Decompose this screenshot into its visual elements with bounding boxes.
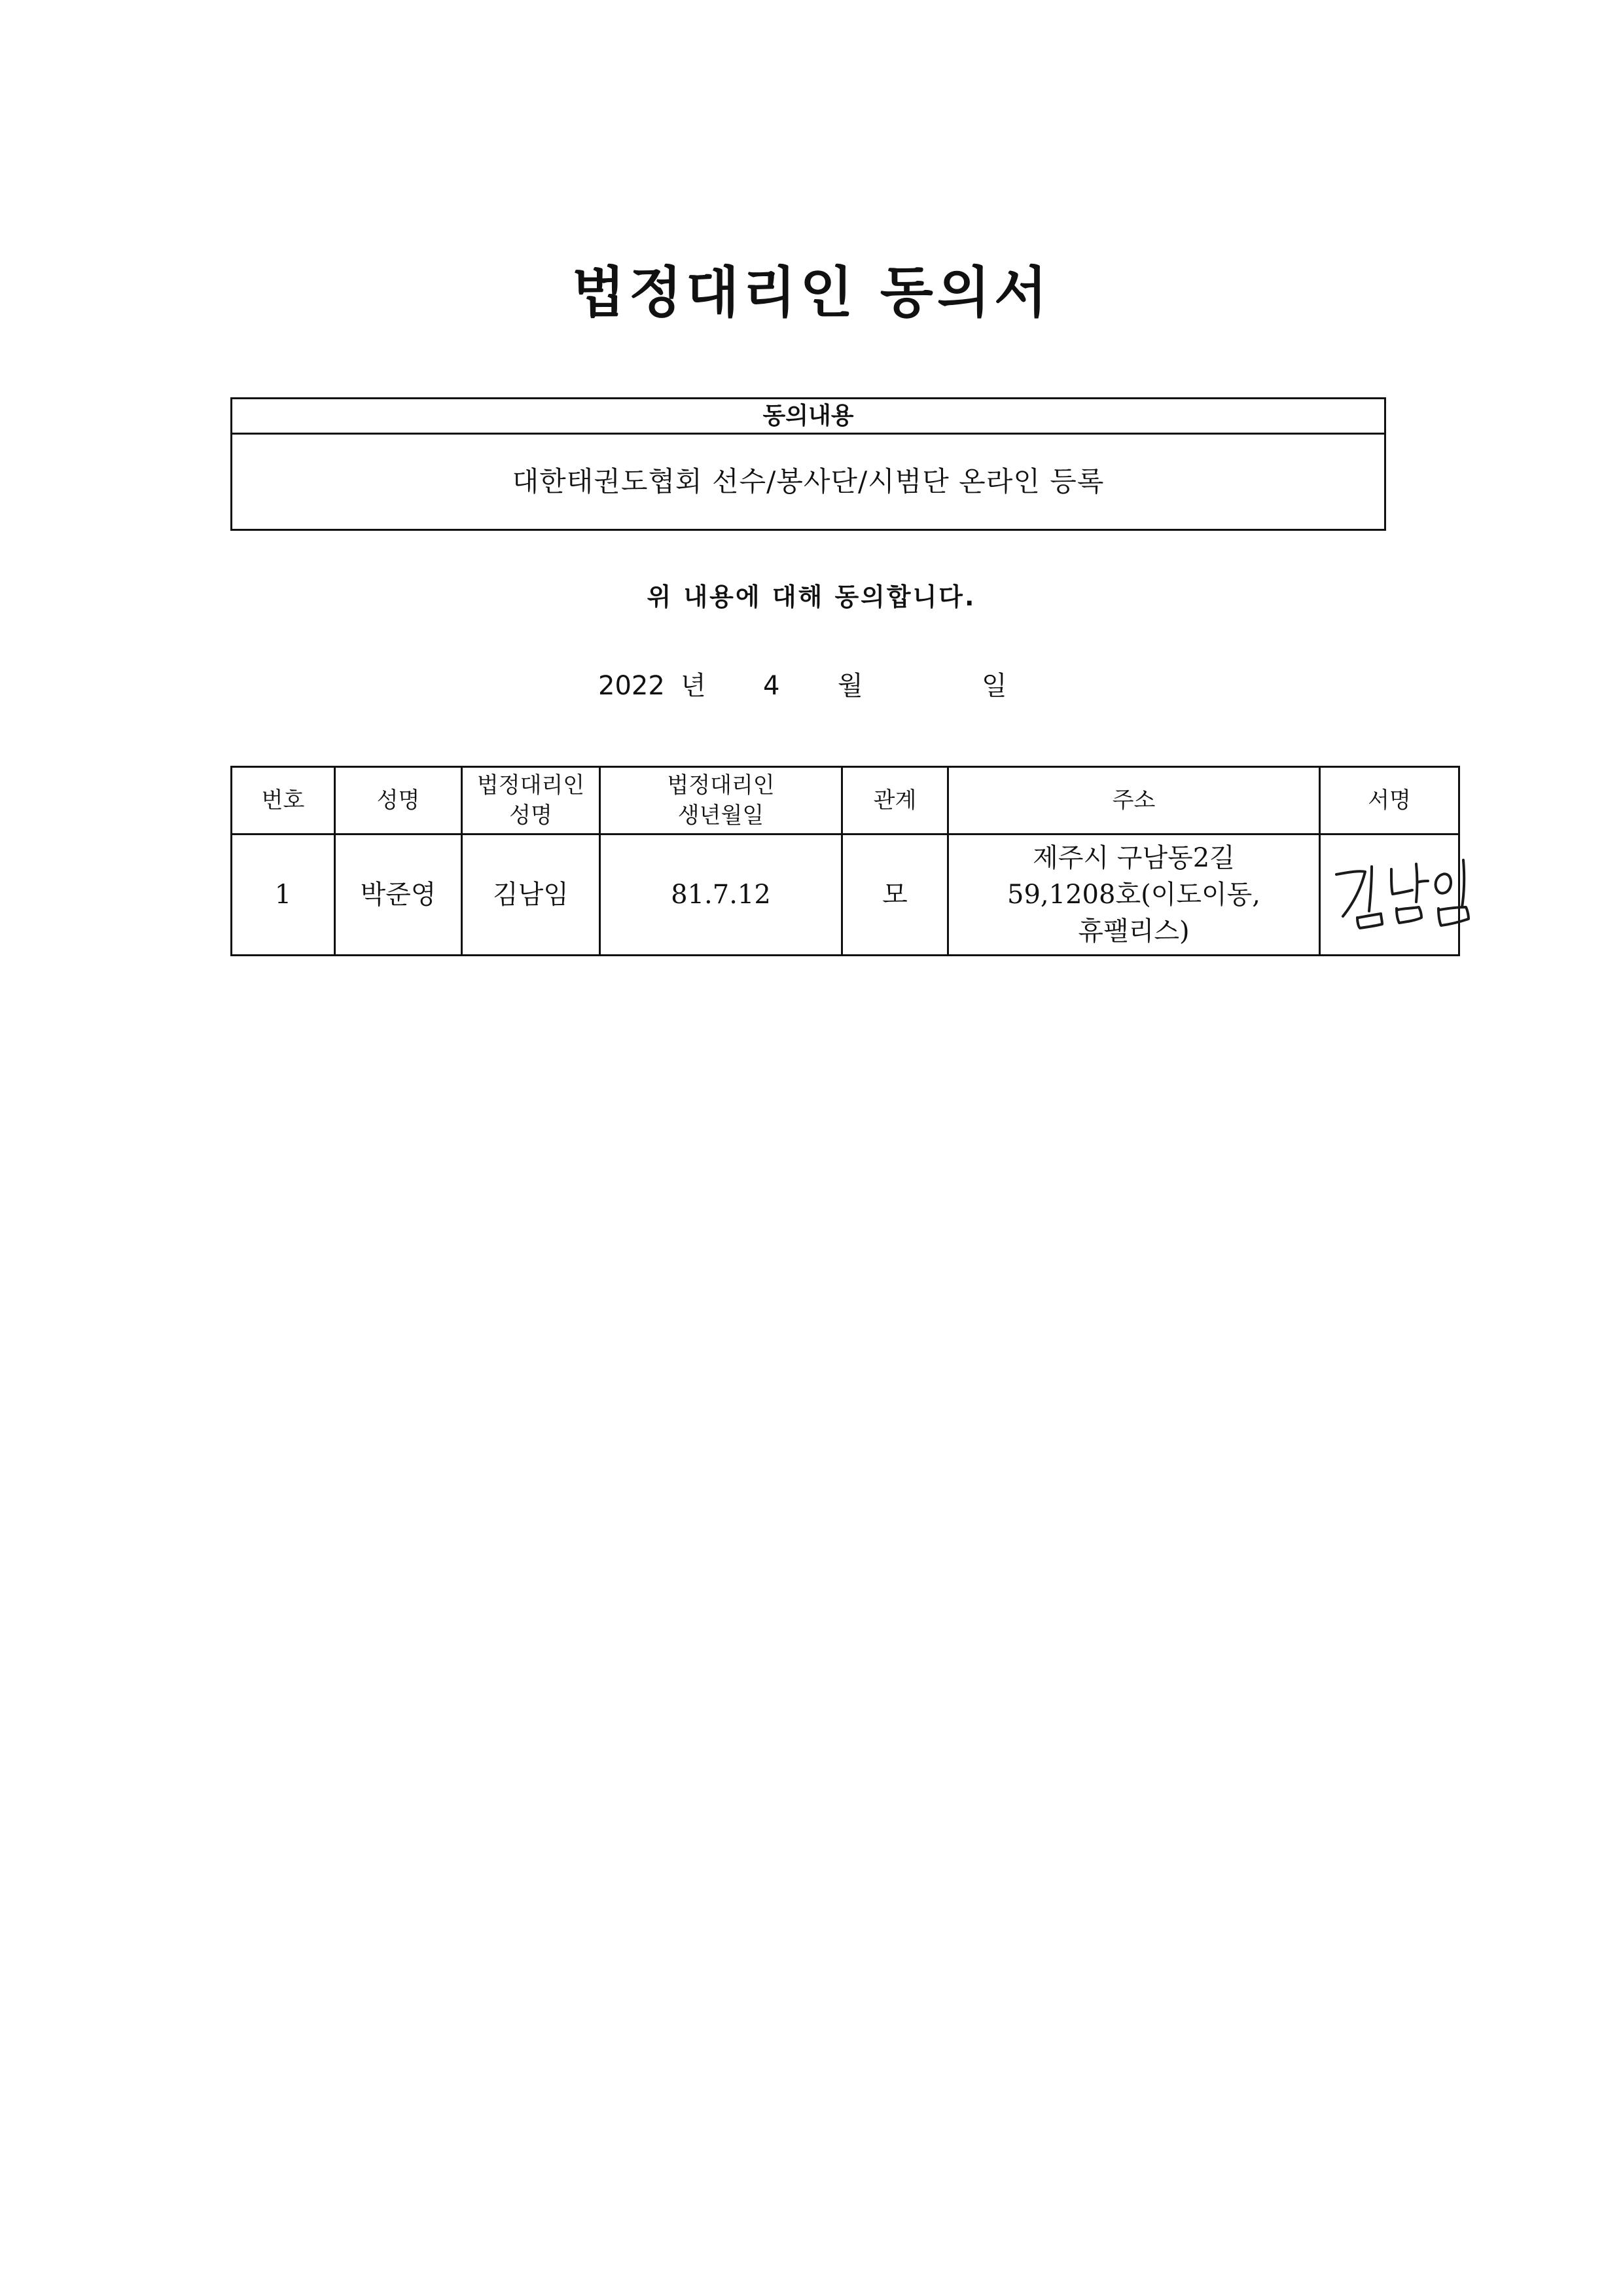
header-address: 주소 <box>948 767 1320 834</box>
address-line1: 제주시 구남동2길 <box>1033 843 1235 873</box>
consent-header: 동의내용 <box>232 399 1384 435</box>
header-guardian-birth-line1: 법정대리인 <box>667 772 775 798</box>
page-title: 법정대리인 동의서 <box>571 260 1052 325</box>
date-month: 4 <box>763 671 780 701</box>
header-signature: 서명 <box>1320 767 1459 834</box>
header-name: 성명 <box>335 767 462 834</box>
header-number: 번호 <box>232 767 335 834</box>
header-guardian-name <box>462 767 600 834</box>
cell-number: 1 <box>232 834 335 956</box>
cell-name: 박준영 <box>335 834 462 956</box>
header-guardian-name-line2: 성명 <box>509 802 552 829</box>
address-line2: 59,1208호(이도이동, <box>1007 880 1260 910</box>
table-header-row <box>232 767 1459 834</box>
date-year: 2022 <box>598 671 665 701</box>
cell-guardian-birth: 81.7.12 <box>600 834 842 956</box>
consent-content: 대한태권도협회 선수/봉사단/시범단 온라인 등록 <box>512 465 1105 497</box>
agreement-statement: 위 내용에 대해 동의합니다. <box>647 583 976 611</box>
registration-table <box>230 766 1460 956</box>
header-guardian-birth <box>600 767 842 834</box>
cell-address <box>948 834 1320 956</box>
cell-signature <box>1320 834 1459 956</box>
handwritten-signature <box>1331 855 1475 933</box>
cell-relation: 모 <box>842 834 948 956</box>
header-guardian-name-line1: 법정대리인 <box>476 772 585 798</box>
header-relation: 관계 <box>842 767 948 834</box>
consent-section <box>230 397 1386 531</box>
date-day-unit: 일 <box>982 671 1007 701</box>
date-month-unit: 월 <box>838 671 863 701</box>
cell-guardian-name: 김남임 <box>462 834 600 956</box>
date-year-unit: 년 <box>681 671 706 701</box>
address-line3: 휴팰리스) <box>1078 916 1190 946</box>
header-guardian-birth-line2: 생년월일 <box>677 802 764 829</box>
table-row <box>232 834 1459 956</box>
